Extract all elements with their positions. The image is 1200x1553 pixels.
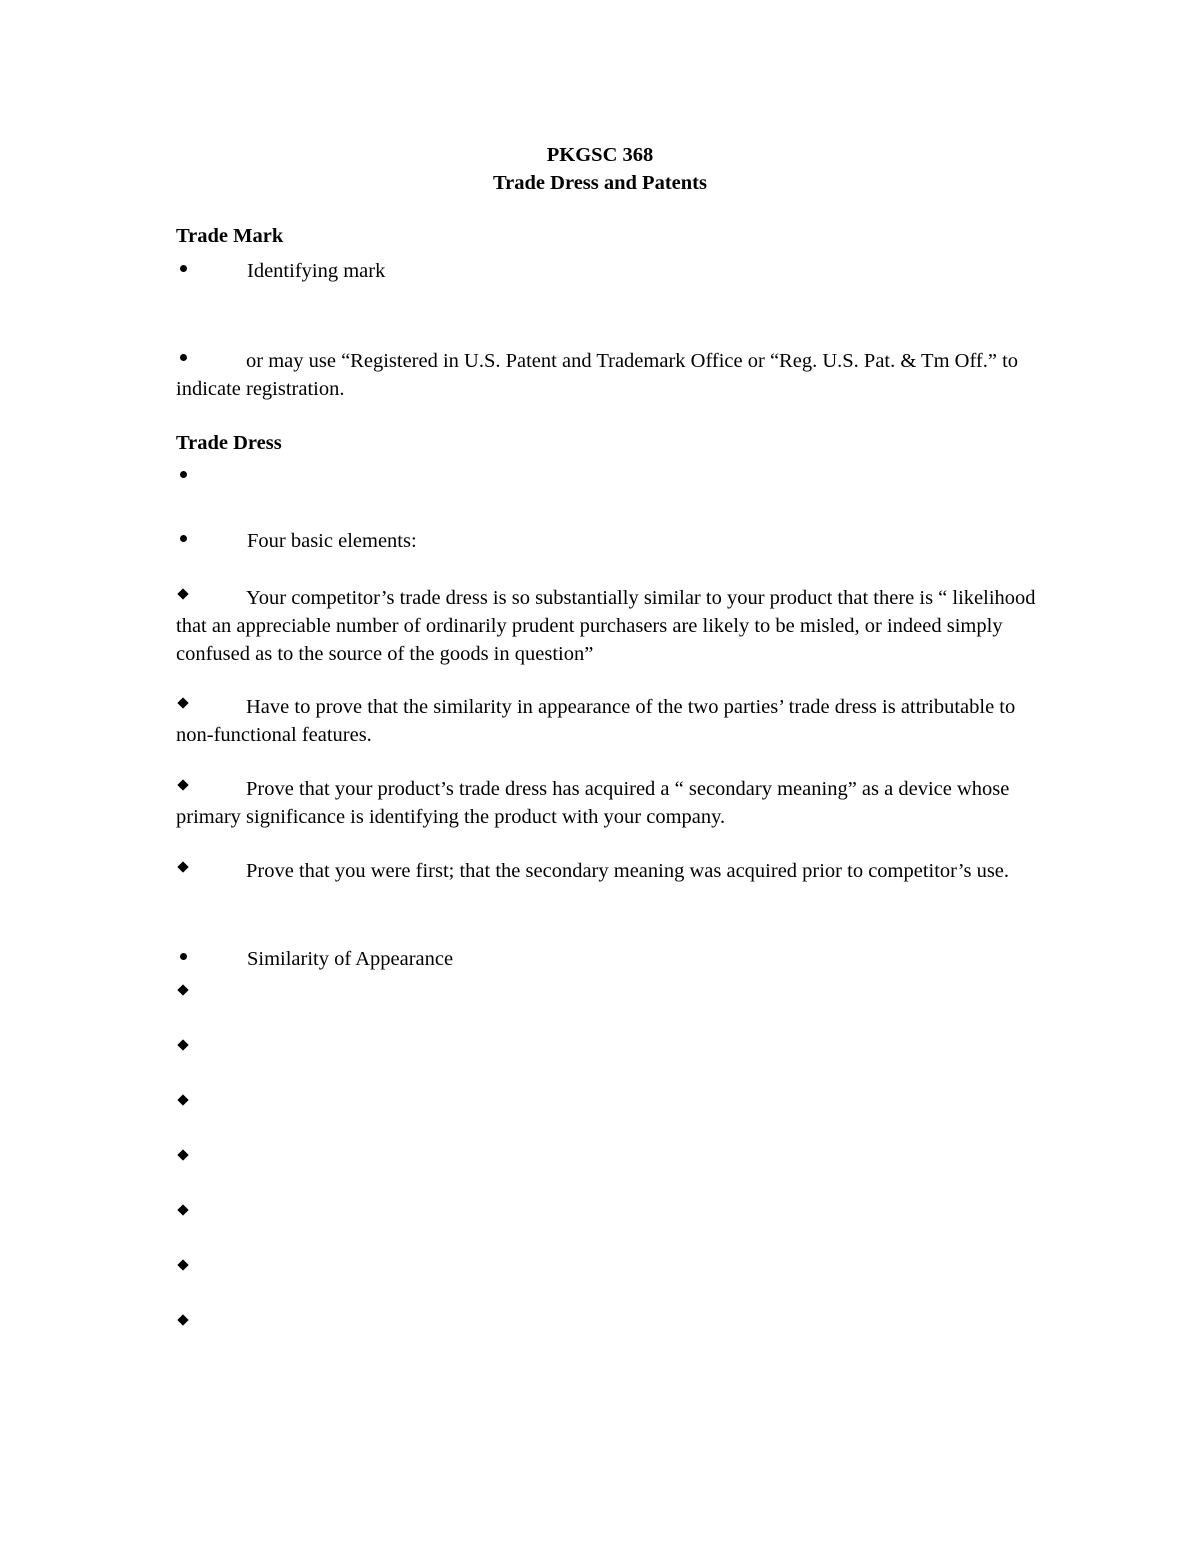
list-item: Prove that your product’s trade dress has acquired a “ secondary meaning” as a device whose primary significance is identifying the product with your company.: [176, 778, 1010, 828]
bullet-icon: [176, 256, 190, 279]
list-item: Four basic elements:: [247, 530, 417, 552]
document-title: Trade Dress and Patents: [493, 172, 707, 194]
section-heading-trade-dress: Trade Dress: [176, 432, 282, 454]
diamond-bullet-icon: [176, 1308, 190, 1331]
list-item: Similarity of Appearance: [247, 948, 454, 970]
diamond-bullet-icon: [176, 1198, 190, 1221]
list-item: Identifying mark: [247, 260, 386, 282]
diamond-bullet-icon: [176, 1253, 190, 1276]
bullet-icon: [176, 526, 190, 549]
list-item: Have to prove that the similarity in appearance of the two parties’ trade dress is attributable to non-functional features.: [176, 696, 1016, 746]
list-item: Your competitor’s trade dress is so substantially similar to your product that there is “ likelihood that an appreciable number of ordinarily prudent purchasers are likely to be misled, or indeed simply confused as to the source of the goods in question”: [176, 587, 1036, 665]
diamond-bullet-icon: [176, 1088, 190, 1111]
diamond-bullet-icon: [176, 1033, 190, 1056]
list-item: Prove that you were first; that the secondary meaning was acquired prior to competitor’s use.: [246, 860, 1010, 882]
list-item: or may use “Registered in U.S. Patent and Trademark Office or “Reg. U.S. Pat. & Tm Off.” to indicate registration.: [176, 350, 1019, 400]
diamond-bullet-icon: [176, 978, 190, 1001]
course-code: PKGSC 368: [546, 144, 654, 166]
bullet-icon: [176, 944, 190, 967]
bullet-icon: [176, 462, 190, 485]
section-heading-trade-mark: Trade Mark: [176, 225, 284, 247]
diamond-bullet-icon: [176, 1143, 190, 1166]
